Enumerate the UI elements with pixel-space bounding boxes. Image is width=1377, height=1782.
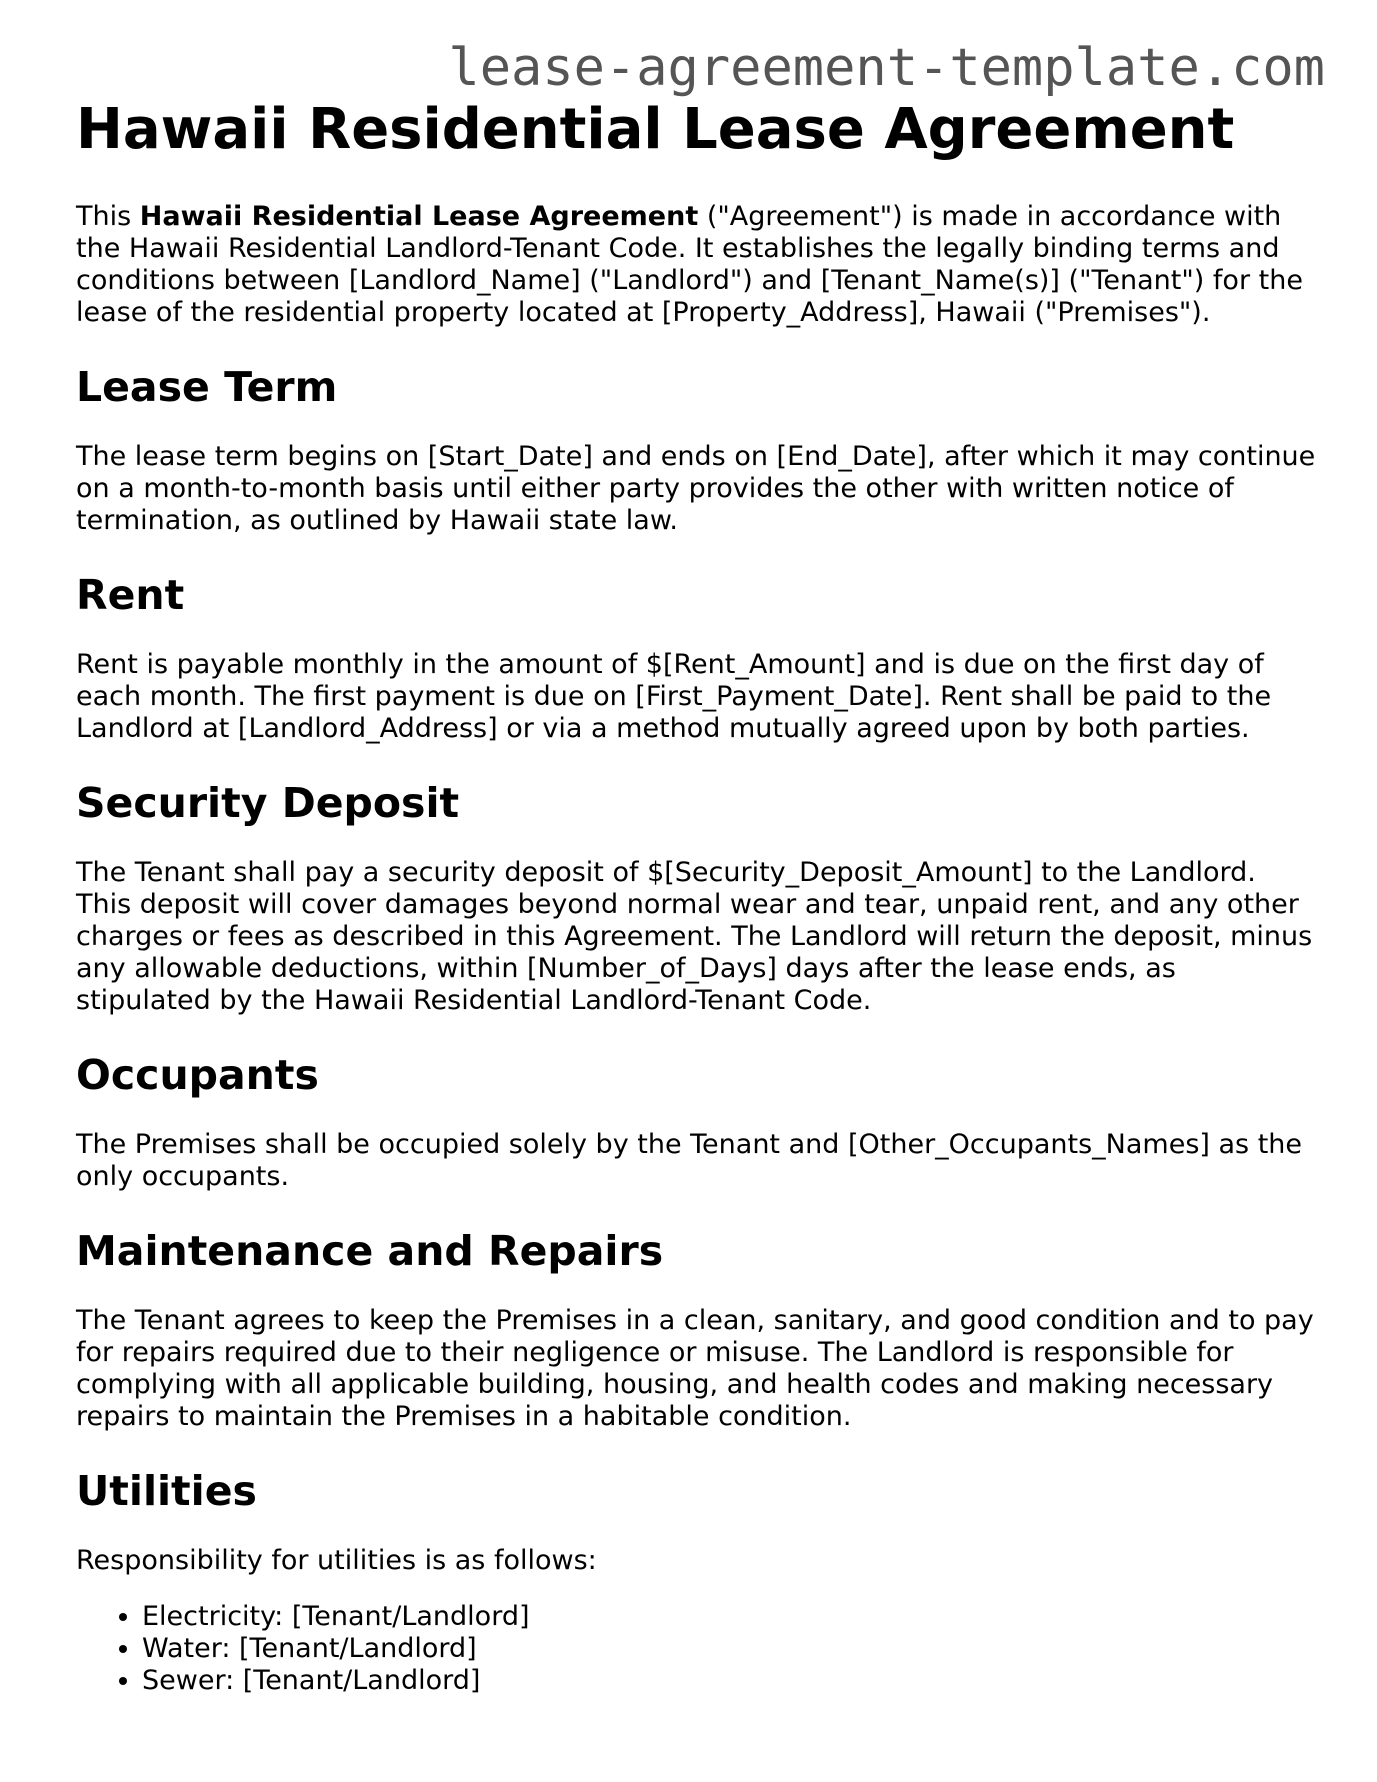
heading-rent: Rent (76, 571, 185, 619)
list-item: • Sewer: [Tenant/Landlord] (142, 1665, 1316, 1697)
lease-term-paragraph: The lease term begins on [Start_Date] and ends on [End_Date], after which it may continue on a month-to-month basis until either party provides the other with written notice of termination, as outlined by Hawaii state law. (76, 441, 1316, 536)
intro-bold-title: Hawaii Residential Lease Agreement (139, 201, 699, 232)
intro-rest: ("Agreement") is made in accordance with the Hawaii Residential Landlord-Tenant Code. It establishes the legally binding terms and conditions between [Landlord_Name] ("Landlord") and [Tenant_Name(s)] ("Tenant") for the lease of the residential property located at [Property_Address], Hawaii ("Premises"). (76, 201, 1303, 328)
utilities-paragraph: Responsibility for utilities is as follows: (76, 1545, 597, 1576)
heading-security-deposit: Security Deposit (76, 779, 460, 827)
intro-lead: This (76, 201, 140, 232)
document-body (76, 98, 1316, 1697)
maintenance-paragraph: The Tenant agrees to keep the Premises in a clean, sanitary, and good condition and to pay for repairs required due to their negligence or misuse. The Landlord is responsible for complying with all applicable building, housing, and health codes and making necessary repairs to maintain the Premises in a habitable condition. (76, 1305, 1314, 1432)
document-title: Hawaii Residential Lease Agreement (76, 97, 1235, 162)
heading-maintenance: Maintenance and Repairs (76, 1227, 664, 1275)
security-deposit-paragraph: The Tenant shall pay a security deposit of $[Security_Deposit_Amount] to the Landlord. This deposit will cover damages beyond normal wear and tear, unpaid rent, and any other charges or fees as described in this Agreement. The Landlord will return the deposit, minus any allowable deductions, within [Number_of_Days] days after the lease ends, as stipulated by the Hawaii Residential Landlord-Tenant Code. (76, 857, 1313, 1016)
occupants-paragraph: The Premises shall be occupied solely by the Tenant and [Other_Occupants_Names] as the only occupants. (76, 1129, 1303, 1192)
list-item: • Electricity: [Tenant/Landlord] (142, 1601, 1316, 1633)
heading-utilities: Utilities (76, 1467, 257, 1515)
intro-paragraph (76, 201, 1316, 329)
heading-lease-term: Lease Term (76, 363, 338, 411)
utilities-list (76, 1601, 1316, 1697)
site-watermark: lease-agreement-template.com (448, 38, 1325, 98)
heading-occupants: Occupants (76, 1051, 319, 1099)
rent-paragraph: Rent is payable monthly in the amount of $[Rent_Amount] and is due on the first day of each month. The first payment is due on [First_Payment_Date]. Rent shall be paid to the Landlord at [Landlord_Address] or via a method mutually agreed upon by both parties. (76, 649, 1272, 744)
list-item: • Water: [Tenant/Landlord] (142, 1633, 1316, 1665)
